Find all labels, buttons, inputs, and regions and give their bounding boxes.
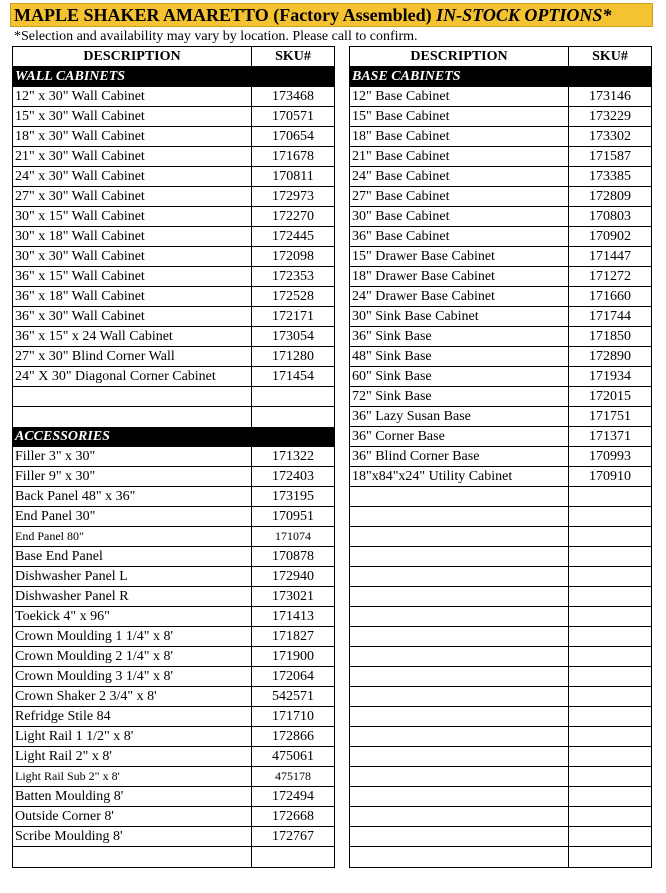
item-sku: 173385 — [589, 169, 631, 184]
item-sku: 171454 — [272, 369, 314, 384]
item-description — [350, 807, 569, 826]
item-description: Filler 3" x 30" — [13, 447, 252, 466]
item-sku: 172445 — [272, 229, 314, 244]
item-description: Dishwasher Panel R — [13, 587, 252, 606]
item-description: Crown Moulding 2 1/4" x 8' — [13, 647, 252, 666]
table-row — [350, 287, 651, 307]
table-row — [13, 807, 334, 827]
item-description: Base End Panel — [13, 547, 252, 566]
item-sku — [569, 727, 651, 746]
item-description — [13, 847, 252, 867]
table-row — [350, 747, 651, 767]
item-sku: 172528 — [272, 289, 314, 304]
item-sku: 170910 — [589, 469, 631, 484]
table-row — [13, 167, 334, 187]
item-sku: 172668 — [272, 809, 314, 824]
item-sku: 173021 — [272, 589, 314, 604]
item-sku: 171900 — [272, 649, 314, 664]
item-description: 36" x 18" Wall Cabinet — [13, 287, 252, 306]
table-row — [13, 467, 334, 487]
item-description — [350, 767, 569, 786]
table-row — [350, 467, 651, 487]
table-row — [13, 267, 334, 287]
item-description — [350, 667, 569, 686]
table-row — [350, 127, 651, 147]
item-sku — [569, 787, 651, 806]
item-sku: 170571 — [272, 109, 314, 124]
item-description: 18" Drawer Base Cabinet — [350, 267, 569, 286]
item-description: 27" x 30" Wall Cabinet — [13, 187, 252, 206]
item-description: 15" x 30" Wall Cabinet — [13, 107, 252, 126]
table-row — [350, 427, 651, 447]
item-sku: 172171 — [272, 309, 314, 324]
item-sku — [252, 387, 334, 406]
item-description: Light Rail 1 1/2" x 8' — [13, 727, 252, 746]
table-row — [350, 487, 651, 507]
item-description — [350, 747, 569, 766]
table-row — [13, 407, 334, 427]
table-row — [350, 347, 651, 367]
item-description: End Panel 30" — [13, 507, 252, 526]
item-sku: 170654 — [272, 129, 314, 144]
item-description: 27" x 30" Blind Corner Wall — [13, 347, 252, 366]
table-row — [350, 367, 651, 387]
item-sku: 173302 — [589, 129, 631, 144]
table-row — [350, 667, 651, 687]
item-description: Scribe Moulding 8' — [13, 827, 252, 846]
table-header — [350, 47, 651, 67]
table-row — [13, 187, 334, 207]
item-sku — [569, 647, 651, 666]
item-description — [350, 727, 569, 746]
table-row — [350, 207, 651, 227]
item-sku — [569, 527, 651, 546]
table-row — [13, 327, 334, 347]
item-description: 72" Sink Base — [350, 387, 569, 406]
item-sku: 171371 — [589, 429, 631, 444]
table-row — [13, 847, 334, 867]
item-description: 12" x 30" Wall Cabinet — [13, 87, 252, 106]
item-description: 24" x 30" Wall Cabinet — [13, 167, 252, 186]
table-row — [13, 147, 334, 167]
table-row — [350, 267, 651, 287]
item-description: 18"x84"x24" Utility Cabinet — [350, 467, 569, 486]
item-sku: 172270 — [272, 209, 314, 224]
table-row — [13, 747, 334, 767]
table-row — [350, 707, 651, 727]
item-sku — [569, 747, 651, 766]
table-row — [350, 147, 651, 167]
wall-cabinet-rows — [13, 87, 334, 427]
table-row — [350, 227, 651, 247]
item-sku: 172064 — [272, 669, 314, 684]
item-sku: 172890 — [589, 349, 631, 364]
item-sku — [252, 407, 334, 427]
table-row — [350, 447, 651, 467]
item-description: Toekick 4" x 96" — [13, 607, 252, 626]
item-description: 36" x 15" Wall Cabinet — [13, 267, 252, 286]
title-main: MAPLE SHAKER AMARETTO (Factory Assembled) — [14, 5, 437, 25]
description-header: DESCRIPTION — [13, 47, 252, 66]
sku-header: SKU# — [275, 49, 311, 64]
table-row — [13, 247, 334, 267]
table-row — [13, 667, 334, 687]
item-description: 15" Drawer Base Cabinet — [350, 247, 569, 266]
item-sku: 171850 — [589, 329, 631, 344]
table-row — [13, 687, 334, 707]
table-row — [13, 707, 334, 727]
section-title: ACCESSORIES — [15, 429, 110, 444]
item-sku — [569, 587, 651, 606]
item-sku — [569, 827, 651, 846]
table-row — [350, 807, 651, 827]
item-description: 30" x 30" Wall Cabinet — [13, 247, 252, 266]
item-sku: 171587 — [589, 149, 631, 164]
table-row — [13, 767, 334, 787]
item-description: 36" Sink Base — [350, 327, 569, 346]
table-row — [350, 567, 651, 587]
item-description: 24" X 30" Diagonal Corner Cabinet — [13, 367, 252, 386]
page-title — [10, 3, 653, 27]
item-sku: 173146 — [589, 89, 631, 104]
item-description: 36" Base Cabinet — [350, 227, 569, 246]
table-row — [13, 87, 334, 107]
table-row — [350, 647, 651, 667]
table-row — [350, 687, 651, 707]
item-sku: 170902 — [589, 229, 631, 244]
item-description: 36" x 30" Wall Cabinet — [13, 307, 252, 326]
item-description: Crown Shaker 2 3/4" x 8' — [13, 687, 252, 706]
item-sku: 171660 — [589, 289, 631, 304]
item-description — [350, 627, 569, 646]
item-sku — [569, 547, 651, 566]
table-row — [13, 507, 334, 527]
table-row — [350, 787, 651, 807]
table-row — [350, 627, 651, 647]
item-sku — [569, 847, 651, 867]
item-sku: 172809 — [589, 189, 631, 204]
item-description: Crown Moulding 1 1/4" x 8' — [13, 627, 252, 646]
item-sku: 171678 — [272, 149, 314, 164]
table-row — [13, 607, 334, 627]
item-sku: 170878 — [272, 549, 314, 564]
item-sku: 171744 — [589, 309, 631, 324]
item-sku: 171272 — [589, 269, 631, 284]
item-sku: 172973 — [272, 189, 314, 204]
item-sku: 173195 — [272, 489, 314, 504]
item-description: End Panel 80" — [13, 527, 252, 546]
item-sku: 475061 — [272, 749, 314, 764]
item-sku — [569, 767, 651, 786]
table-row — [13, 787, 334, 807]
item-sku — [252, 847, 334, 867]
item-description: Dishwasher Panel L — [13, 567, 252, 586]
item-sku — [569, 687, 651, 706]
item-sku: 171322 — [272, 449, 314, 464]
table-row — [350, 87, 651, 107]
section-title: BASE CABINETS — [352, 69, 461, 84]
table-row — [13, 367, 334, 387]
item-description: 30" Sink Base Cabinet — [350, 307, 569, 326]
item-description: 18" x 30" Wall Cabinet — [13, 127, 252, 146]
item-sku: 171751 — [589, 409, 631, 424]
item-sku: 171710 — [272, 709, 314, 724]
item-sku: 171827 — [272, 629, 314, 644]
table-row — [13, 207, 334, 227]
left-table — [12, 46, 335, 868]
item-description: Light Rail Sub 2" x 8' — [13, 767, 252, 786]
item-description — [350, 687, 569, 706]
table-row — [350, 767, 651, 787]
table-row — [350, 607, 651, 627]
item-description: 12" Base Cabinet — [350, 87, 569, 106]
item-description — [350, 507, 569, 526]
item-description: 30" Base Cabinet — [350, 207, 569, 226]
table-row — [350, 247, 651, 267]
table-row — [350, 387, 651, 407]
item-description: 21" Base Cabinet — [350, 147, 569, 166]
item-description: 30" x 18" Wall Cabinet — [13, 227, 252, 246]
item-sku: 172098 — [272, 249, 314, 264]
item-description: 24" Drawer Base Cabinet — [350, 287, 569, 306]
sku-header: SKU# — [592, 49, 628, 64]
table-row — [350, 167, 651, 187]
item-sku — [569, 807, 651, 826]
item-sku: 173468 — [272, 89, 314, 104]
item-description: Light Rail 2" x 8' — [13, 747, 252, 766]
item-description — [350, 487, 569, 506]
table-row — [350, 527, 651, 547]
title-emphasis: IN-STOCK OPTIONS* — [436, 5, 612, 25]
item-sku: 172940 — [272, 569, 314, 584]
item-sku: 172403 — [272, 469, 314, 484]
item-description — [350, 547, 569, 566]
table-row — [13, 567, 334, 587]
item-description: Batten Moulding 8' — [13, 787, 252, 806]
table-row — [13, 727, 334, 747]
item-description — [350, 847, 569, 867]
item-description: Crown Moulding 3 1/4" x 8' — [13, 667, 252, 686]
item-description: 21" x 30" Wall Cabinet — [13, 147, 252, 166]
item-description: 36" x 15" x 24 Wall Cabinet — [13, 327, 252, 346]
table-row — [350, 547, 651, 567]
item-sku: 171447 — [589, 249, 631, 264]
table-row — [13, 107, 334, 127]
item-description: 30" x 15" Wall Cabinet — [13, 207, 252, 226]
right-table — [349, 46, 652, 868]
item-sku: 542571 — [272, 689, 314, 704]
item-sku: 171074 — [275, 529, 311, 543]
section-header-accessories — [13, 427, 334, 447]
item-sku — [569, 567, 651, 586]
table-row — [13, 827, 334, 847]
item-description — [350, 587, 569, 606]
table-row — [350, 327, 651, 347]
item-sku — [569, 507, 651, 526]
item-description: Back Panel 48" x 36" — [13, 487, 252, 506]
item-description: 36" Blind Corner Base — [350, 447, 569, 466]
item-sku: 171280 — [272, 349, 314, 364]
item-sku: 172866 — [272, 729, 314, 744]
table-row — [350, 187, 651, 207]
section-header-wall-cabinets — [13, 67, 334, 87]
item-description: 60" Sink Base — [350, 367, 569, 386]
item-sku: 172015 — [589, 389, 631, 404]
item-sku: 172767 — [272, 829, 314, 844]
table-row — [13, 647, 334, 667]
item-description — [13, 387, 252, 406]
table-row — [13, 447, 334, 467]
item-description: 36" Corner Base — [350, 427, 569, 446]
item-description — [350, 707, 569, 726]
item-sku — [569, 607, 651, 626]
table-row — [13, 487, 334, 507]
table-row — [13, 527, 334, 547]
table-row — [13, 387, 334, 407]
table-row — [13, 587, 334, 607]
table-row — [13, 287, 334, 307]
item-description — [350, 787, 569, 806]
item-sku — [569, 667, 651, 686]
item-description: Outside Corner 8' — [13, 807, 252, 826]
table-row — [350, 587, 651, 607]
table-row — [350, 847, 651, 867]
item-sku: 171413 — [272, 609, 314, 624]
table-row — [350, 407, 651, 427]
item-description: Filler 9" x 30" — [13, 467, 252, 486]
table-row — [350, 507, 651, 527]
item-description — [350, 567, 569, 586]
item-sku: 170811 — [272, 169, 314, 184]
item-sku — [569, 487, 651, 506]
table-row — [350, 727, 651, 747]
table-row — [350, 307, 651, 327]
item-sku: 173229 — [589, 109, 631, 124]
item-description — [13, 407, 252, 427]
table-row — [350, 827, 651, 847]
section-title: WALL CABINETS — [15, 69, 126, 84]
item-sku: 173054 — [272, 329, 314, 344]
item-description — [350, 647, 569, 666]
item-description — [350, 607, 569, 626]
table-header — [13, 47, 334, 67]
item-sku: 170803 — [589, 209, 631, 224]
table-row — [13, 227, 334, 247]
base-cabinet-rows — [350, 87, 651, 867]
table-row — [13, 347, 334, 367]
item-description: 24" Base Cabinet — [350, 167, 569, 186]
item-description: 27" Base Cabinet — [350, 187, 569, 206]
item-description: 15" Base Cabinet — [350, 107, 569, 126]
item-sku — [569, 627, 651, 646]
item-description — [350, 827, 569, 846]
item-sku — [569, 707, 651, 726]
availability-note: *Selection and availability may vary by location. Please call to confirm. — [14, 29, 418, 44]
item-sku: 171934 — [589, 369, 631, 384]
item-sku: 170993 — [589, 449, 631, 464]
table-row — [13, 307, 334, 327]
item-description: 18" Base Cabinet — [350, 127, 569, 146]
table-row — [13, 127, 334, 147]
item-sku: 170951 — [272, 509, 314, 524]
section-header-base-cabinets — [350, 67, 651, 87]
item-description — [350, 527, 569, 546]
item-description: 48" Sink Base — [350, 347, 569, 366]
item-description: Refridge Stile 84 — [13, 707, 252, 726]
description-header: DESCRIPTION — [350, 47, 569, 66]
table-row — [13, 627, 334, 647]
item-sku: 172353 — [272, 269, 314, 284]
table-row — [350, 107, 651, 127]
table-row — [13, 547, 334, 567]
item-sku: 172494 — [272, 789, 314, 804]
item-description: 36" Lazy Susan Base — [350, 407, 569, 426]
item-sku: 475178 — [275, 769, 311, 783]
accessory-rows — [13, 447, 334, 867]
